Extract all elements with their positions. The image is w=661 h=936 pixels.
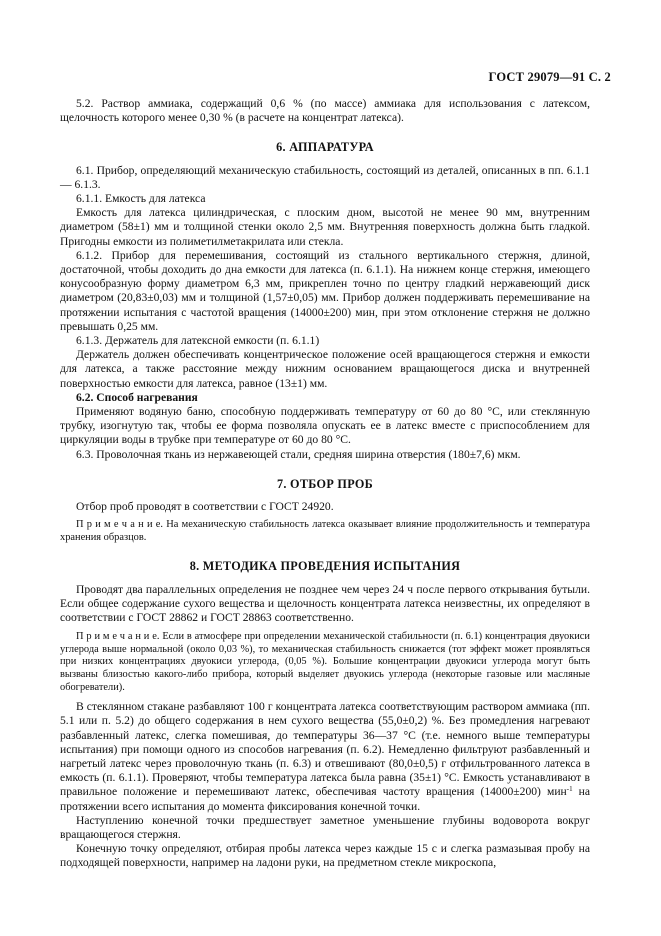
section-7-heading: 7. ОТБОР ПРОБ bbox=[276, 476, 374, 491]
paragraph-5-2: 5.2. Раствор аммиака, содержащий 0,6 % (по массе) аммиака для использования с латексом, щелочность которого менее 0,30 % (в расчете на концентрат латекса). bbox=[60, 97, 590, 125]
note-8-label: П р и м е ч а н и е. bbox=[76, 631, 160, 643]
paragraph-7-text: Отбор проб проводят в соответствии с ГОСТ 24920. bbox=[76, 500, 334, 514]
note-7-text: На механическую стабильность латекса оказывает влияние продолжительность и температура хранения образцов. bbox=[60, 519, 590, 543]
paragraph-6-1: 6.1. Прибор, определяющий механическую стабильность, состоящий из деталей, описанных в пп. 6.1.1 — 6.1.3. bbox=[60, 163, 590, 191]
paragraph-8-2 bbox=[60, 700, 590, 814]
paragraph-8-1: Проводят два параллельных определения не позднее чем через 24 ч после первого открывания бутыли. Если общее содержание сухого вещества и щелочность концентрата латекса неизвестны, их определяют в соответствии с ГОСТ 28862 и ГОСТ 28863 соответственно. bbox=[60, 582, 590, 625]
note-8 bbox=[60, 631, 590, 694]
paragraph-8-2-start: В стеклянном стакане разбавляют 100 г концентрата латекса соответствующим раствором аммиака (пп. 5.1 или п. 5.2) до общего содержания в нем сухого вещества (55,0±0,2) %. Без промедления нагревают разбавленный латекс, слегка помешивая, до температуры 36—37 °С (т.е. немного выше температуры испытания) при помощи одного из способов нагревания (п. 6.2). Немедленно фильтруют разбавленный и нагретый латекс через проволочную ткань (п. 6.3) и отвешивают (80,0±0,5) г отфильтрованного латекса в емкость (п. 6.1.1). Проверяют, чтобы температура латекса была равна (35±1) °С. Емкость устанавливают в правильное положение и перемешивают латекс, обеспечивая частоту вращения (14000±200) мин bbox=[60, 700, 590, 799]
section-8-heading: 8. МЕТОДИКА ПРОВЕДЕНИЯ ИСПЫТАНИЯ bbox=[189, 559, 461, 574]
paragraph-6-3: 6.3. Проволочная ткань из нержавеющей стали, средняя ширина отверстия (180±7,6) мкм. bbox=[76, 447, 521, 461]
page-header: ГОСТ 29079—91 С. 2 bbox=[488, 70, 611, 84]
paragraph-8-2-end: на протяжении всего испытания до момента фиксирования конечной точки. bbox=[60, 785, 590, 813]
section-6-heading: 6. АППАРАТУРА bbox=[276, 140, 374, 155]
paragraph-6-1-3-title: 6.1.3. Держатель для латексной емкости (п. 6.1.1) bbox=[76, 334, 320, 348]
paragraph-8-3: Наступлению конечной точки предшествует заметное уменьшение глубины водоворота вокруг вращающегося стержня. bbox=[60, 813, 590, 842]
paragraph-6-1-1-text: Емкость для латекса цилиндрическая, с плоским дном, высотой не менее 90 мм, внутренним диаметром (58±1) мм и толщиной стенки около 2,5 мм. Внутренняя поверхность должна быть гладкой. Пригодны емкости из полиметилметакрилата или стекла. bbox=[60, 206, 590, 248]
note-7 bbox=[60, 519, 590, 544]
paragraph-8-2-exponent: -1 bbox=[566, 785, 573, 794]
paragraph-6-2-title: 6.2. Способ нагревания bbox=[76, 390, 198, 404]
paragraph-6-1-3-text: Держатель должен обеспечивать концентрическое положение осей вращающегося стержня и емкости для латекса, а также расстояние между нижним основанием вращающегося диска и внутренней поверхностью емкости для латекса, равное (13±1) мм. bbox=[60, 348, 590, 390]
paragraph-6-1-2: 6.1.2. Прибор для перемешивания, состоящий из стального вертикального стержня, длиной, достаточной, чтобы доходить до дна емкости для латекса (п. 6.1.1). На нижнем конце стержня, имеющего конусообразную форму диаметром 6,3 мм, прикреплен точно по центру гладкий нержавеющий диск диаметром (20,83±0,03) мм и толщиной (1,57±0,05) мм. Прибор должен поддерживать перемешивание на протяжении испытания с частотой вращения (14000±200) мин, при этом отклонение стержня не должно превышать 0,25 мм. bbox=[60, 248, 590, 333]
paragraph-6-1-1-title: 6.1.1. Емкость для латекса bbox=[76, 192, 206, 206]
note-7-label: П р и м е ч а н и е. bbox=[76, 519, 164, 531]
note-8-text: Если в атмосфере при определении механической стабильности (п. 6.1) концентрация двуокиси углерода выше нормальной (около 0,03 %), то механическая стабильность снижается (тот эффект может проявляться при низких концентрациях двуокиси углерода, (0,05 %). Большие концентрации двуокиси углерода могут быть вызваны близостью какого-либо прибора, который выделяет двуокись углерода (некоторые газовые или масляные обогреватели). bbox=[60, 631, 590, 693]
paragraph-8-4: Конечную точку определяют, отбирая пробы латекса через каждые 15 с и слегка размазывая пробу на подходящей поверхности, например на ладони руки, на предметном стекле микроскопа, bbox=[60, 842, 590, 870]
document-body bbox=[60, 97, 590, 871]
paragraph-6-2-text: Применяют водяную баню, способную поддерживать температуру от 60 до 80 °С, или стеклянную трубку, изогнутую так, чтобы ее форма позволяла опускать ее в латекс вместе с приспособлением для циркуляции воды в трубке при температуре от 60 до 80 °С. bbox=[60, 405, 590, 447]
